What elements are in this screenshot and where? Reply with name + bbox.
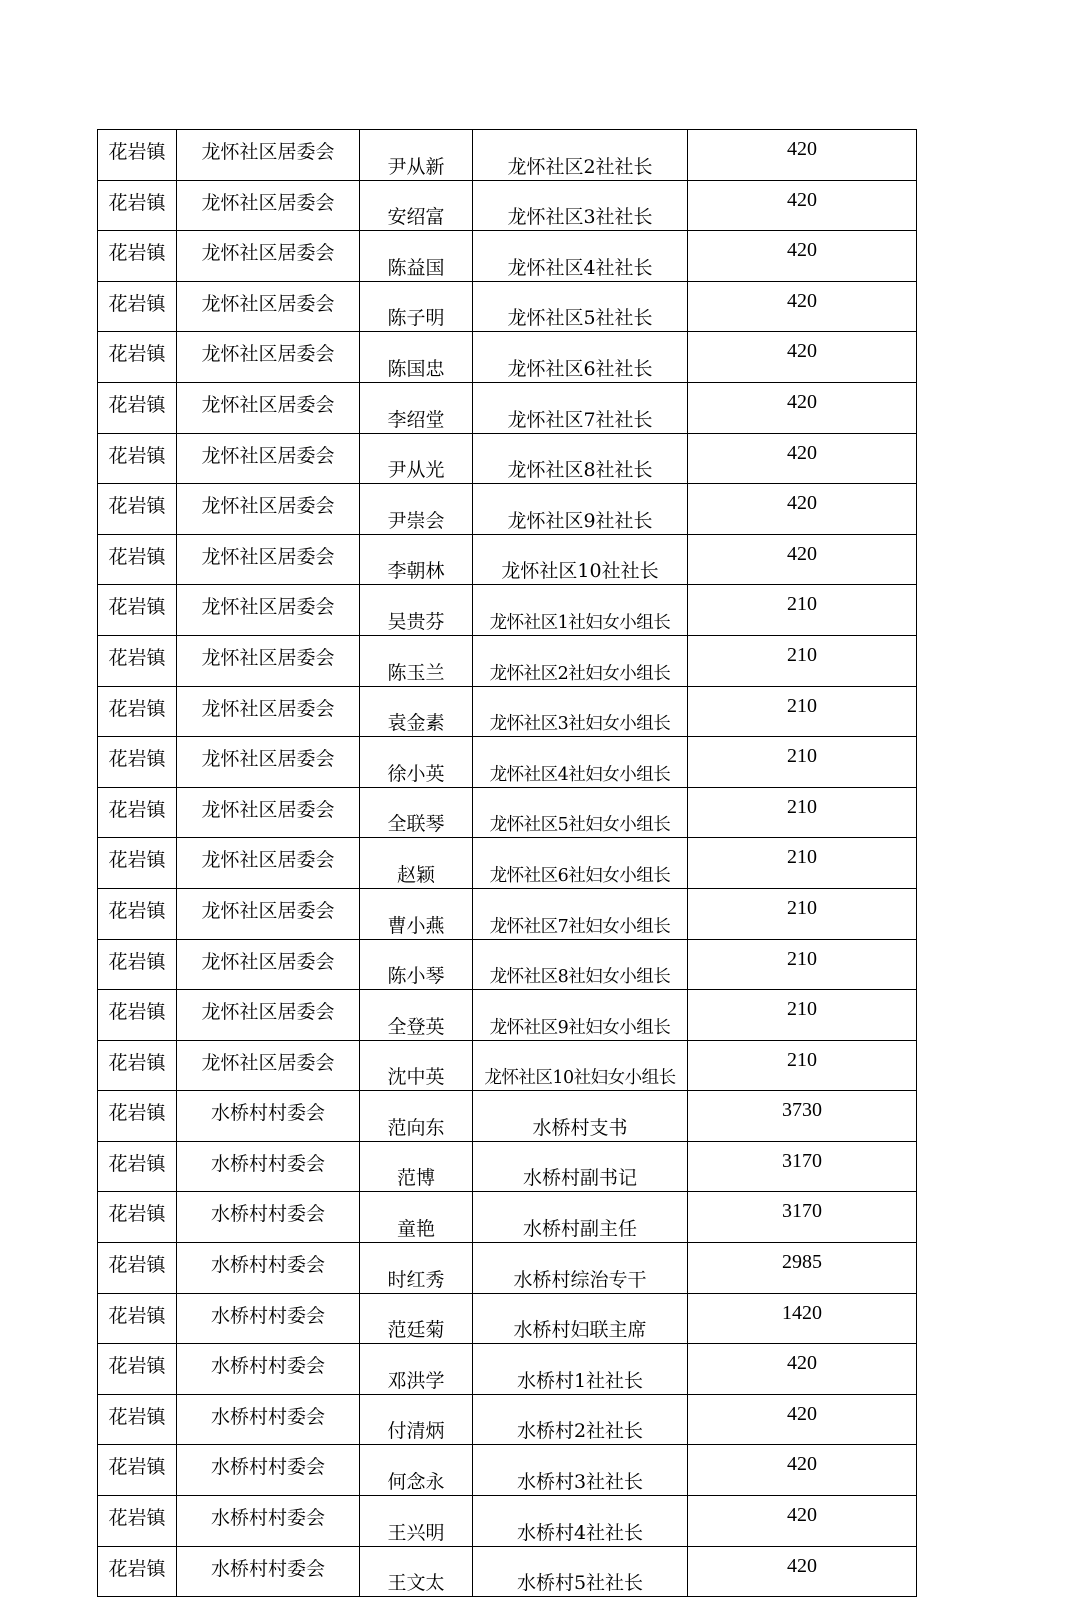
name-cell: 范向东 <box>360 1091 473 1142</box>
name-cell: 邓洪学 <box>360 1344 473 1395</box>
table-row <box>98 382 917 433</box>
position-cell: 水桥村4社社长 <box>473 1496 688 1547</box>
organization-cell: 水桥村村委会 <box>177 1141 360 1192</box>
town-cell: 花岩镇 <box>98 1091 177 1142</box>
position-cell: 龙怀社区4社妇女小组长 <box>473 737 688 788</box>
name-cell: 陈国忠 <box>360 332 473 383</box>
position-cell: 龙怀社区10社妇女小组长 <box>473 1040 688 1091</box>
name-cell: 尹从光 <box>360 433 473 484</box>
amount-cell: 3170 <box>688 1192 917 1243</box>
organization-cell: 龙怀社区居委会 <box>177 382 360 433</box>
position-cell: 水桥村3社社长 <box>473 1445 688 1496</box>
town-cell: 花岩镇 <box>98 1141 177 1192</box>
table-row <box>98 332 917 383</box>
name-cell: 范博 <box>360 1141 473 1192</box>
organization-cell: 水桥村村委会 <box>177 1192 360 1243</box>
table-row <box>98 1394 917 1445</box>
amount-cell: 420 <box>688 231 917 282</box>
organization-cell: 龙怀社区居委会 <box>177 888 360 939</box>
table-row <box>98 1496 917 1547</box>
amount-cell: 2985 <box>688 1243 917 1294</box>
organization-cell: 水桥村村委会 <box>177 1546 360 1597</box>
name-cell: 安绍富 <box>360 180 473 231</box>
organization-cell: 龙怀社区居委会 <box>177 585 360 636</box>
amount-cell: 210 <box>688 585 917 636</box>
amount-cell: 420 <box>688 1445 917 1496</box>
table-row <box>98 1293 917 1344</box>
town-cell: 花岩镇 <box>98 635 177 686</box>
organization-cell: 龙怀社区居委会 <box>177 281 360 332</box>
town-cell: 花岩镇 <box>98 1293 177 1344</box>
amount-cell: 420 <box>688 484 917 535</box>
amount-cell: 420 <box>688 130 917 181</box>
organization-cell: 龙怀社区居委会 <box>177 787 360 838</box>
organization-cell: 龙怀社区居委会 <box>177 231 360 282</box>
organization-cell: 龙怀社区居委会 <box>177 1040 360 1091</box>
table-row <box>98 635 917 686</box>
table-row <box>98 433 917 484</box>
name-cell: 何念永 <box>360 1445 473 1496</box>
name-cell: 陈玉兰 <box>360 635 473 686</box>
name-cell: 时红秀 <box>360 1243 473 1294</box>
table-row <box>98 737 917 788</box>
town-cell: 花岩镇 <box>98 180 177 231</box>
amount-cell: 420 <box>688 1394 917 1445</box>
roster-table <box>97 129 917 1597</box>
table-row <box>98 1344 917 1395</box>
amount-cell: 3170 <box>688 1141 917 1192</box>
town-cell: 花岩镇 <box>98 1394 177 1445</box>
name-cell: 吴贵芬 <box>360 585 473 636</box>
amount-cell: 210 <box>688 990 917 1041</box>
name-cell: 王兴明 <box>360 1496 473 1547</box>
table-row <box>98 888 917 939</box>
town-cell: 花岩镇 <box>98 1546 177 1597</box>
table-row <box>98 1546 917 1597</box>
name-cell: 童艳 <box>360 1192 473 1243</box>
position-cell: 龙怀社区4社社长 <box>473 231 688 282</box>
amount-cell: 420 <box>688 433 917 484</box>
amount-cell: 210 <box>688 888 917 939</box>
amount-cell: 1420 <box>688 1293 917 1344</box>
name-cell: 全联琴 <box>360 787 473 838</box>
table-row <box>98 1243 917 1294</box>
town-cell: 花岩镇 <box>98 382 177 433</box>
name-cell: 付清炳 <box>360 1394 473 1445</box>
name-cell: 曹小燕 <box>360 888 473 939</box>
table-row <box>98 838 917 889</box>
table-row <box>98 990 917 1041</box>
position-cell: 龙怀社区5社妇女小组长 <box>473 787 688 838</box>
town-cell: 花岩镇 <box>98 585 177 636</box>
amount-cell: 420 <box>688 1496 917 1547</box>
position-cell: 龙怀社区8社妇女小组长 <box>473 939 688 990</box>
name-cell: 李朝林 <box>360 534 473 585</box>
table-row <box>98 939 917 990</box>
town-cell: 花岩镇 <box>98 433 177 484</box>
organization-cell: 龙怀社区居委会 <box>177 484 360 535</box>
amount-cell: 420 <box>688 180 917 231</box>
amount-cell: 210 <box>688 787 917 838</box>
amount-cell: 210 <box>688 686 917 737</box>
position-cell: 龙怀社区9社妇女小组长 <box>473 990 688 1041</box>
town-cell: 花岩镇 <box>98 1344 177 1395</box>
name-cell: 袁金素 <box>360 686 473 737</box>
position-cell: 龙怀社区3社妇女小组长 <box>473 686 688 737</box>
amount-cell: 420 <box>688 382 917 433</box>
position-cell: 水桥村副主任 <box>473 1192 688 1243</box>
name-cell: 尹从新 <box>360 130 473 181</box>
name-cell: 范廷菊 <box>360 1293 473 1344</box>
town-cell: 花岩镇 <box>98 1243 177 1294</box>
position-cell: 水桥村1社社长 <box>473 1344 688 1395</box>
town-cell: 花岩镇 <box>98 838 177 889</box>
table-row <box>98 1141 917 1192</box>
town-cell: 花岩镇 <box>98 534 177 585</box>
town-cell: 花岩镇 <box>98 990 177 1041</box>
amount-cell: 210 <box>688 737 917 788</box>
position-cell: 龙怀社区5社社长 <box>473 281 688 332</box>
position-cell: 龙怀社区8社社长 <box>473 433 688 484</box>
position-cell: 水桥村2社社长 <box>473 1394 688 1445</box>
organization-cell: 龙怀社区居委会 <box>177 180 360 231</box>
organization-cell: 水桥村村委会 <box>177 1394 360 1445</box>
organization-cell: 水桥村村委会 <box>177 1293 360 1344</box>
town-cell: 花岩镇 <box>98 1040 177 1091</box>
organization-cell: 水桥村村委会 <box>177 1496 360 1547</box>
position-cell: 龙怀社区7社妇女小组长 <box>473 888 688 939</box>
town-cell: 花岩镇 <box>98 231 177 282</box>
name-cell: 王文太 <box>360 1546 473 1597</box>
organization-cell: 龙怀社区居委会 <box>177 332 360 383</box>
town-cell: 花岩镇 <box>98 787 177 838</box>
table-row <box>98 1445 917 1496</box>
amount-cell: 420 <box>688 332 917 383</box>
amount-cell: 210 <box>688 635 917 686</box>
organization-cell: 龙怀社区居委会 <box>177 433 360 484</box>
position-cell: 水桥村5社社长 <box>473 1546 688 1597</box>
amount-cell: 420 <box>688 1344 917 1395</box>
town-cell: 花岩镇 <box>98 332 177 383</box>
organization-cell: 龙怀社区居委会 <box>177 838 360 889</box>
organization-cell: 龙怀社区居委会 <box>177 939 360 990</box>
name-cell: 陈小琴 <box>360 939 473 990</box>
position-cell: 龙怀社区1社妇女小组长 <box>473 585 688 636</box>
town-cell: 花岩镇 <box>98 484 177 535</box>
table-row <box>98 534 917 585</box>
table-row <box>98 130 917 181</box>
town-cell: 花岩镇 <box>98 888 177 939</box>
position-cell: 龙怀社区2社妇女小组长 <box>473 635 688 686</box>
amount-cell: 210 <box>688 1040 917 1091</box>
position-cell: 水桥村支书 <box>473 1091 688 1142</box>
table-row <box>98 180 917 231</box>
roster-body <box>98 130 917 1597</box>
organization-cell: 水桥村村委会 <box>177 1344 360 1395</box>
position-cell: 龙怀社区6社社长 <box>473 332 688 383</box>
position-cell: 龙怀社区9社社长 <box>473 484 688 535</box>
position-cell: 龙怀社区2社社长 <box>473 130 688 181</box>
name-cell: 徐小英 <box>360 737 473 788</box>
organization-cell: 龙怀社区居委会 <box>177 737 360 788</box>
organization-cell: 水桥村村委会 <box>177 1243 360 1294</box>
amount-cell: 420 <box>688 281 917 332</box>
position-cell: 龙怀社区10社社长 <box>473 534 688 585</box>
table-row <box>98 231 917 282</box>
table-row <box>98 1040 917 1091</box>
position-cell: 水桥村妇联主席 <box>473 1293 688 1344</box>
town-cell: 花岩镇 <box>98 737 177 788</box>
amount-cell: 420 <box>688 534 917 585</box>
organization-cell: 龙怀社区居委会 <box>177 130 360 181</box>
town-cell: 花岩镇 <box>98 939 177 990</box>
organization-cell: 龙怀社区居委会 <box>177 686 360 737</box>
town-cell: 花岩镇 <box>98 1445 177 1496</box>
organization-cell: 龙怀社区居委会 <box>177 635 360 686</box>
table-row <box>98 787 917 838</box>
name-cell: 沈中英 <box>360 1040 473 1091</box>
position-cell: 龙怀社区6社妇女小组长 <box>473 838 688 889</box>
town-cell: 花岩镇 <box>98 686 177 737</box>
town-cell: 花岩镇 <box>98 130 177 181</box>
name-cell: 全登英 <box>360 990 473 1041</box>
name-cell: 陈子明 <box>360 281 473 332</box>
table-row <box>98 686 917 737</box>
name-cell: 李绍堂 <box>360 382 473 433</box>
position-cell: 水桥村副书记 <box>473 1141 688 1192</box>
position-cell: 龙怀社区3社社长 <box>473 180 688 231</box>
table-row <box>98 1091 917 1142</box>
organization-cell: 龙怀社区居委会 <box>177 534 360 585</box>
table-row <box>98 484 917 535</box>
amount-cell: 210 <box>688 838 917 889</box>
amount-cell: 420 <box>688 1546 917 1597</box>
table-row <box>98 585 917 636</box>
organization-cell: 水桥村村委会 <box>177 1445 360 1496</box>
town-cell: 花岩镇 <box>98 281 177 332</box>
organization-cell: 水桥村村委会 <box>177 1091 360 1142</box>
name-cell: 赵颖 <box>360 838 473 889</box>
position-cell: 水桥村综治专干 <box>473 1243 688 1294</box>
amount-cell: 210 <box>688 939 917 990</box>
town-cell: 花岩镇 <box>98 1192 177 1243</box>
table-row <box>98 281 917 332</box>
organization-cell: 龙怀社区居委会 <box>177 990 360 1041</box>
amount-cell: 3730 <box>688 1091 917 1142</box>
name-cell: 陈益国 <box>360 231 473 282</box>
town-cell: 花岩镇 <box>98 1496 177 1547</box>
name-cell: 尹崇会 <box>360 484 473 535</box>
table-row <box>98 1192 917 1243</box>
position-cell: 龙怀社区7社社长 <box>473 382 688 433</box>
